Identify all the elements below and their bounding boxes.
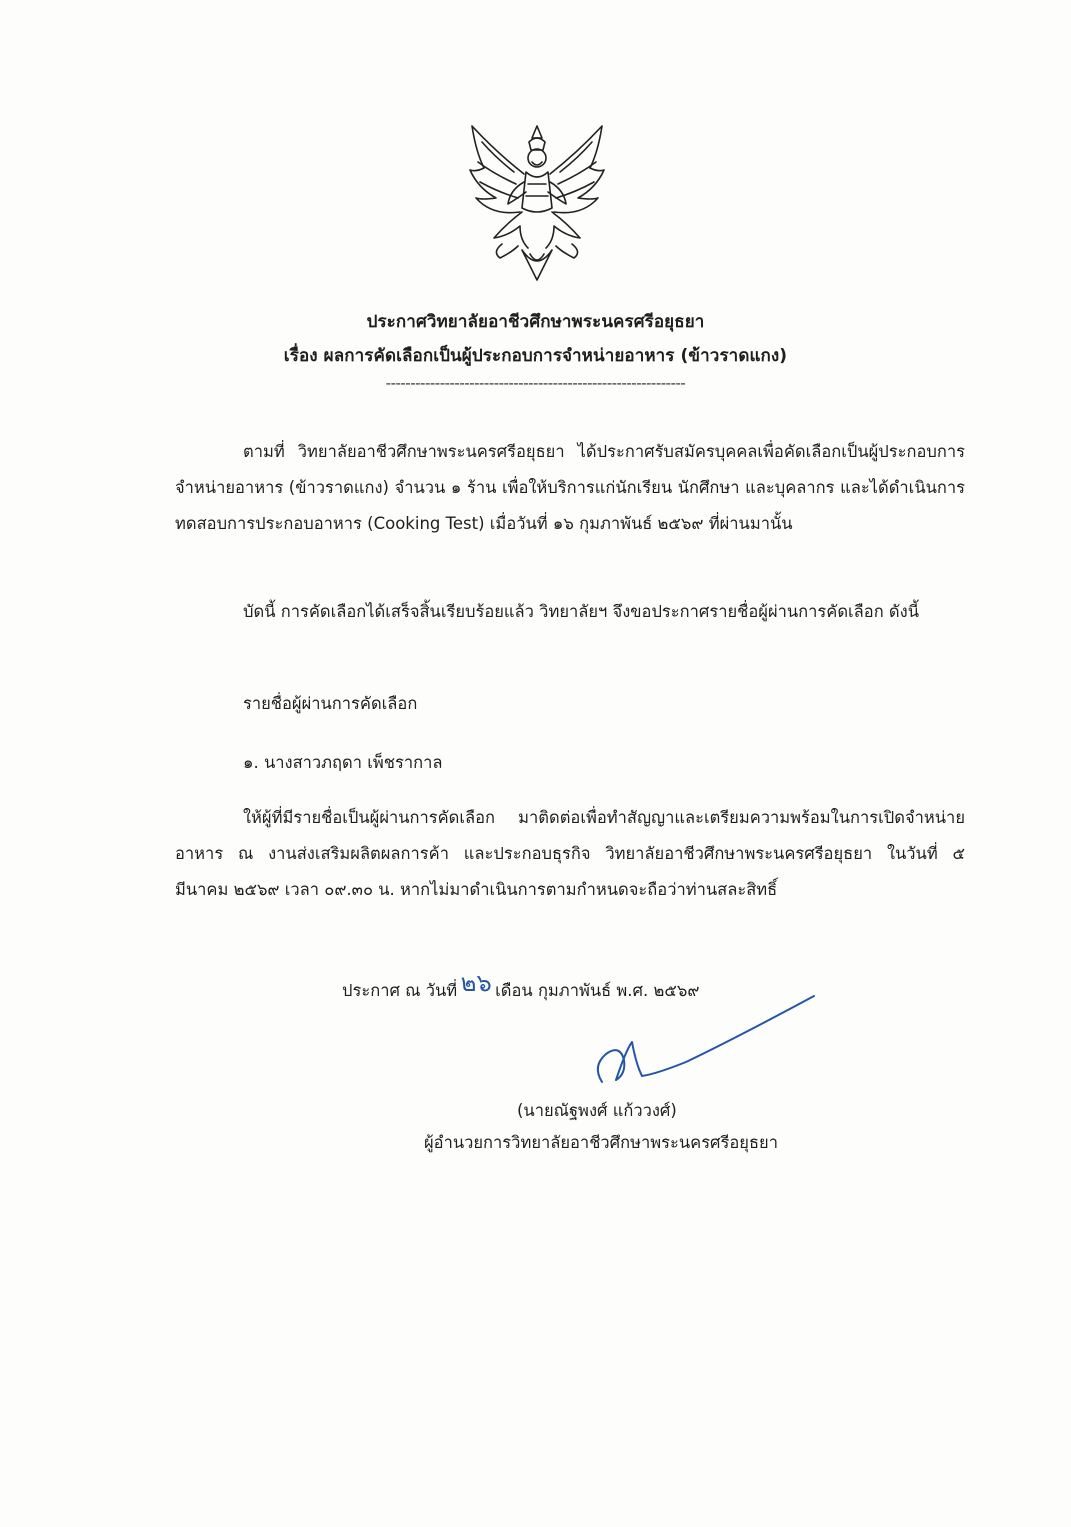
handwritten-day: ๒๖ [460,969,492,997]
paragraph-instructions [175,800,965,908]
paragraph-background [175,434,965,542]
paragraph-result-text: บัดนี้ การคัดเลือกได้เสร็จสิ้นเรียบร้อยแล้ว วิทยาลัยฯ จึงขอประกาศรายชื่อผู้ผ่านการคัดเลือก ดังนี้ [243,602,919,621]
paragraph-result [175,594,965,630]
handwritten-signature [586,990,826,1100]
paragraph-background-text: ตามที่ วิทยาลัยอาชีวศึกษาพระนครศรีอยุธยา ได้ประกาศรับสมัครบุคคลเพื่อคัดเลือกเป็นผู้ประกอบการจำหน่ายอาหาร (ข้าวราดแกง) จำนวน ๑ ร้าน เพื่อให้บริการแก่นักเรียน นักศึกษา และบุคลากร และได้ดำเนินการทดสอบการประกอบอาหาร (Cooking Test) เมื่อวันที่ ๑๖ กุมภาพันธ์ ๒๕๖๙ ที่ผ่านมานั้น [175,442,965,533]
signer-title: ผู้อำนวยการวิทยาลัยอาชีวศึกษาพระนครศรีอยุธยา [424,1133,778,1152]
paragraph-instructions-text: ให้ผู้ที่มีรายชื่อเป็นผู้ผ่านการคัดเลือก มาติดต่อเพื่อทำสัญญาและเตรียมความพร้อมในการเปิดจำหน่ายอาหาร ณ งานส่งเสริมผลิตผลการค้า และประกอบธุรกิจ วิทยาลัยอาชีวศึกษาพระนครศรีอยุธยา ในวันที่ ๕ มีนาคม ๒๕๖๙ เวลา ๐๙.๓๐ น. หากไม่มาดำเนินการตามกำหนดจะถือว่าท่านสละสิทธิ์ [175,808,965,899]
signer-name: (นายณัฐพงศ์ แก้ววงศ์) [517,1101,677,1120]
announcement-subject: เรื่อง ผลการคัดเลือกเป็นผู้ประกอบการจำหน่ายอาหาร (ข้าวราดแกง) [283,346,788,366]
selected-list-item: ๑. นางสาวภฤดา เพ็ชรากาล [243,753,443,772]
title-separator: ------------------------------------------------------------- [385,374,686,392]
date-suffix: เดือน กุมภาพันธ์ พ.ศ. ๒๕๖๙ [495,981,700,1000]
date-prefix: ประกาศ ณ วันที่ [342,981,458,1000]
selected-list-heading: รายชื่อผู้ผ่านการคัดเลือก [243,694,418,713]
announcement-title: ประกาศวิทยาลัยอาชีวศึกษาพระนครศรีอยุธยา [366,312,705,332]
garuda-emblem-icon [462,112,612,284]
